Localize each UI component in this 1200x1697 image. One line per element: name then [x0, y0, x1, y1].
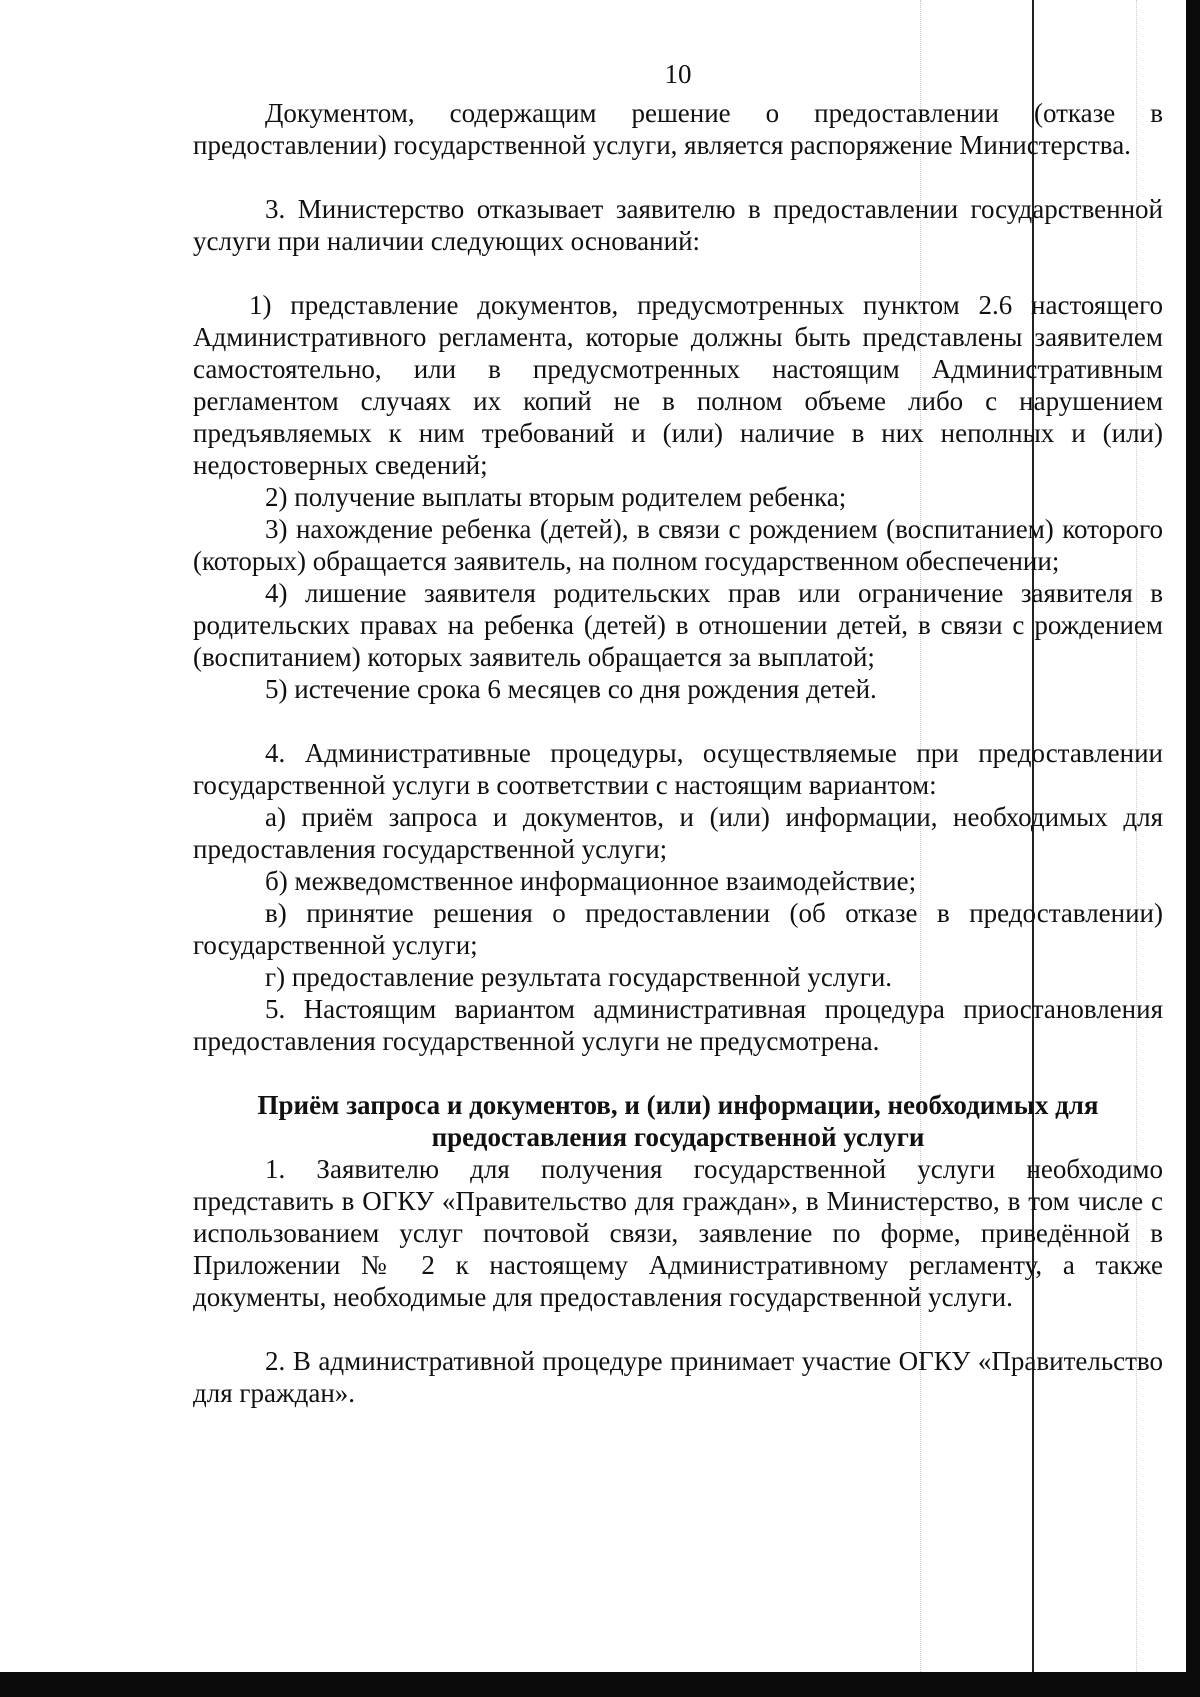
paragraph-gap: [193, 705, 1163, 737]
scan-edge-bottom: [0, 1672, 1200, 1697]
scan-edge-right: [1186, 0, 1200, 1697]
procedure-item-b: б) межведомственное информационное взаимодействие;: [265, 866, 917, 896]
section-heading: [193, 1089, 1163, 1153]
page-number: 10: [664, 59, 692, 89]
refusal-intro-paragraph: 3. Министерство отказывает заявителю в предоставлении государственной услуги при наличии следующих оснований:: [193, 194, 1163, 256]
procedure-item-g: г) предоставление результата государственной услуги.: [265, 962, 893, 992]
procedure-item-a: а) приём запроса и документов, и (или) информации, необходимых для предоставления государственной услуги;: [193, 802, 1163, 864]
paragraph-gap: [193, 161, 1163, 193]
refusal-ground-1: 1) представление документов, предусмотренных пунктом 2.6 настоящего Административного регламента, которые должны быть представлены заявителем самостоятельно, или в предусмотренных настоящим Административным регламентом случаях их копий не в полном объеме либо с нарушением предъявляемых к ним требований и (или) наличие в них неполных и (или) недостоверных сведений;: [193, 290, 1163, 480]
refusal-ground-3: 3) нахождение ребенка (детей), в связи с рождением (воспитанием) которого (которых) обращается заявитель, на полном государственном обеспечении;: [193, 514, 1163, 576]
procedures-intro-paragraph: 4. Административные процедуры, осуществляемые при предоставлении государственной услуги в соответствии с настоящим вариантом:: [193, 738, 1163, 800]
suspension-paragraph: 5. Настоящим вариантом административная процедура приостановления предоставления государственной услуги не предусмотрена.: [193, 994, 1163, 1056]
procedure-item-v: в) принятие решения о предоставлении (об отказе в предоставлении) государственной услуги;: [193, 898, 1163, 960]
section-heading-line-2: предоставления государственной услуги: [431, 1122, 925, 1152]
paragraph-gap: [193, 1313, 1163, 1345]
section-heading-line-1: Приём запроса и документов, и (или) информации, необходимых для: [257, 1090, 1099, 1120]
refusal-ground-2: 2) получение выплаты вторым родителем ребенка;: [265, 482, 847, 512]
decision-document-paragraph: Документом, содержащим решение о предоставлении (отказе в предоставлении) государственной услуги, является распоряжение Министерства.: [193, 98, 1163, 160]
document-page: [193, 58, 1163, 1409]
refusal-ground-5: 5) истечение срока 6 месяцев со дня рождения детей.: [265, 674, 877, 704]
refusal-ground-4: 4) лишение заявителя родительских прав или ограничение заявителя в родительских правах на ребенка (детей) в отношении детей, в связи с рождением (воспитанием) которых заявитель обращается за выплатой;: [193, 578, 1163, 672]
paragraph-gap: [193, 1057, 1163, 1089]
section-paragraph-2: 2. В административной процедуре принимает участие ОГКУ «Правительство для граждан».: [193, 1346, 1163, 1408]
paragraph-gap: [193, 257, 1163, 289]
section-paragraph-1: 1. Заявителю для получения государственной услуги необходимо представить в ОГКУ «Правительство для граждан», в Министерство, в том числе с использованием услуг почтовой связи, заявление по форме, приведённой в Приложении № 2 к настоящему Административному регламенту, а также документы, необходимые для предоставления государственной услуги.: [193, 1154, 1163, 1312]
